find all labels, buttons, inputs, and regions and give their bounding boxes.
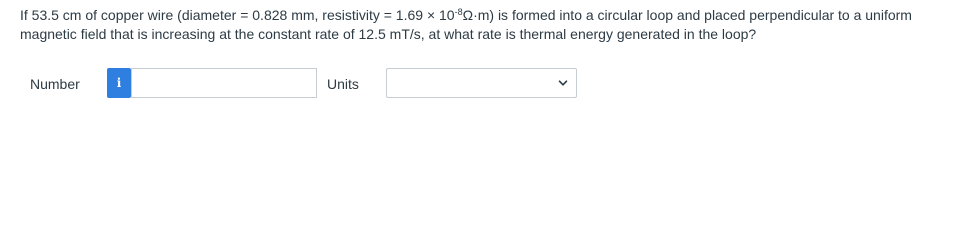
chevron-down-icon: [558, 78, 568, 88]
units-select[interactable]: [386, 68, 577, 98]
answer-row: [0, 67, 957, 99]
question-exponent: -8: [454, 7, 463, 17]
info-icon: i: [116, 76, 122, 90]
number-label: Number: [30, 76, 80, 92]
question-text-part1: If 53.5 cm of copper wire (diameter = 0.828 mm, resistivity = 1.69 × 10: [20, 7, 455, 23]
question-text-part2: Ω·m) is formed into a circular loop and placed perpendicular to a uniform magnetic field that is increasing at the constant rate of 12.5 mT/s, at what rate is thermal energy generated in the loop?: [20, 7, 912, 42]
units-label: Units: [327, 76, 359, 92]
info-button[interactable]: [107, 68, 131, 98]
question-text: [20, 6, 950, 44]
number-input[interactable]: [131, 68, 317, 98]
